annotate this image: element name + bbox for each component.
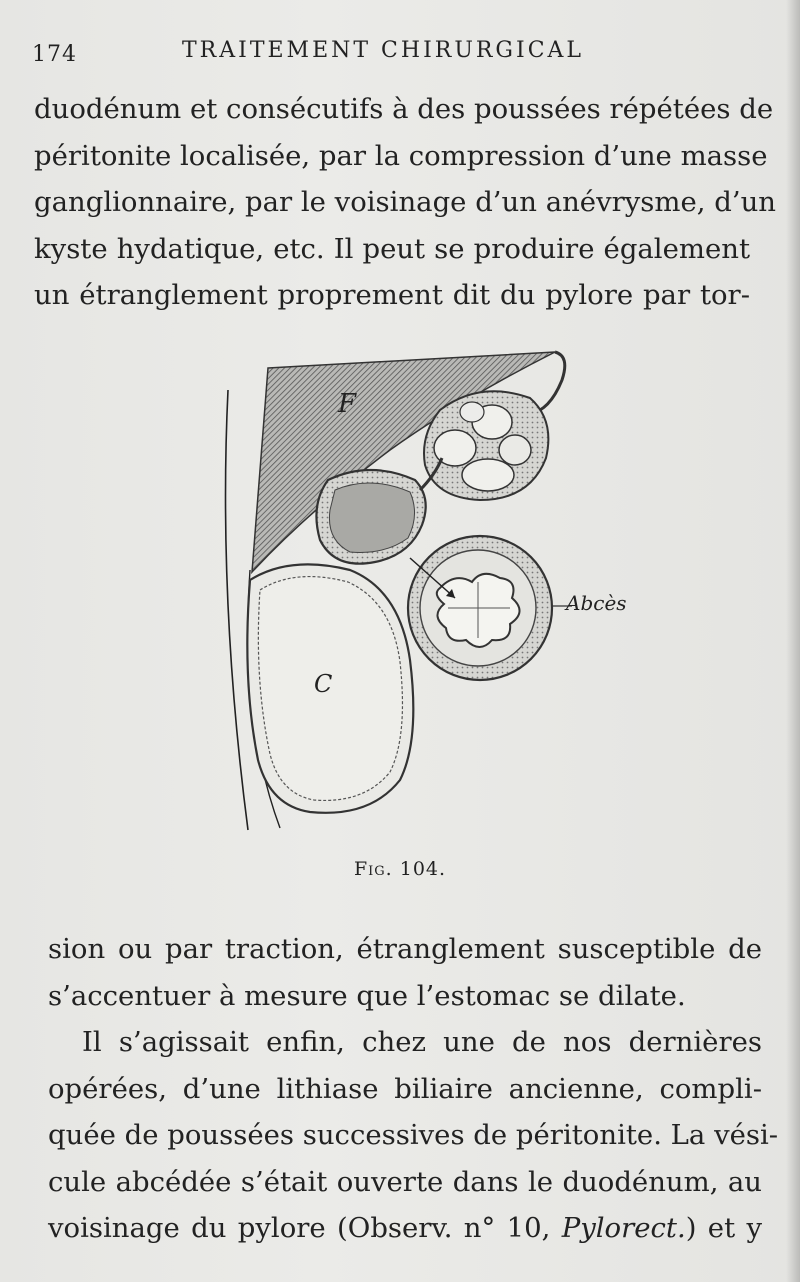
figure-drawing bbox=[210, 340, 630, 840]
text-line-last bbox=[48, 1205, 762, 1252]
text-line: sion ou par traction, étranglement susceptible de bbox=[48, 933, 762, 965]
text-line: kyste hydatique, etc. Il peut se produire également bbox=[34, 232, 750, 265]
text-line: cule abcédée s’était ouverte dans le duodénum, au bbox=[48, 1165, 762, 1198]
gallstone bbox=[462, 459, 514, 491]
figure-caption-text: Fig. 104. bbox=[353, 858, 447, 880]
text-block-bottom bbox=[48, 926, 779, 1252]
italic-reference: Pylorect. bbox=[561, 1212, 686, 1244]
figure-caption bbox=[0, 858, 800, 880]
text-segment: ) et y bbox=[685, 1212, 762, 1244]
page-number: 174 bbox=[32, 42, 77, 67]
text-segment: voisinage du pylore (Observ. n° 10, bbox=[48, 1212, 562, 1244]
wall-line-outer bbox=[226, 390, 249, 830]
label-abces: Abcès bbox=[566, 591, 627, 615]
running-title: TRAITEMENT CHIRURGICAL bbox=[182, 38, 585, 63]
gallstone bbox=[499, 435, 531, 465]
pylorus-lumen bbox=[329, 483, 414, 552]
label-f: F bbox=[338, 389, 357, 419]
label-c: C bbox=[314, 670, 333, 698]
text-line: quée de poussées successives de péritonite. La vési- bbox=[48, 1119, 779, 1151]
text-line: péritonite localisée, par la compression d’une masse bbox=[34, 139, 768, 172]
text-line: duodénum et consécutifs à des poussées répétées de bbox=[34, 93, 774, 125]
page-header bbox=[32, 36, 740, 70]
text-line: un étranglement proprement dit du pylore par tor- bbox=[34, 279, 750, 311]
text-line: opérées, d’une lithiase biliaire ancienne, compli- bbox=[48, 1072, 762, 1105]
anatomical-figure bbox=[210, 340, 630, 840]
text-line: ganglionnaire, par le voisinage d’un anévrysme, d’un bbox=[34, 186, 777, 218]
text-line: s’accentuer à mesure que l’estomac se dilate. bbox=[48, 979, 686, 1012]
text-block-top bbox=[34, 86, 777, 319]
gallstone bbox=[460, 402, 484, 422]
text-line: Il s’agissait enfin, chez une de nos dernières bbox=[82, 1026, 762, 1058]
